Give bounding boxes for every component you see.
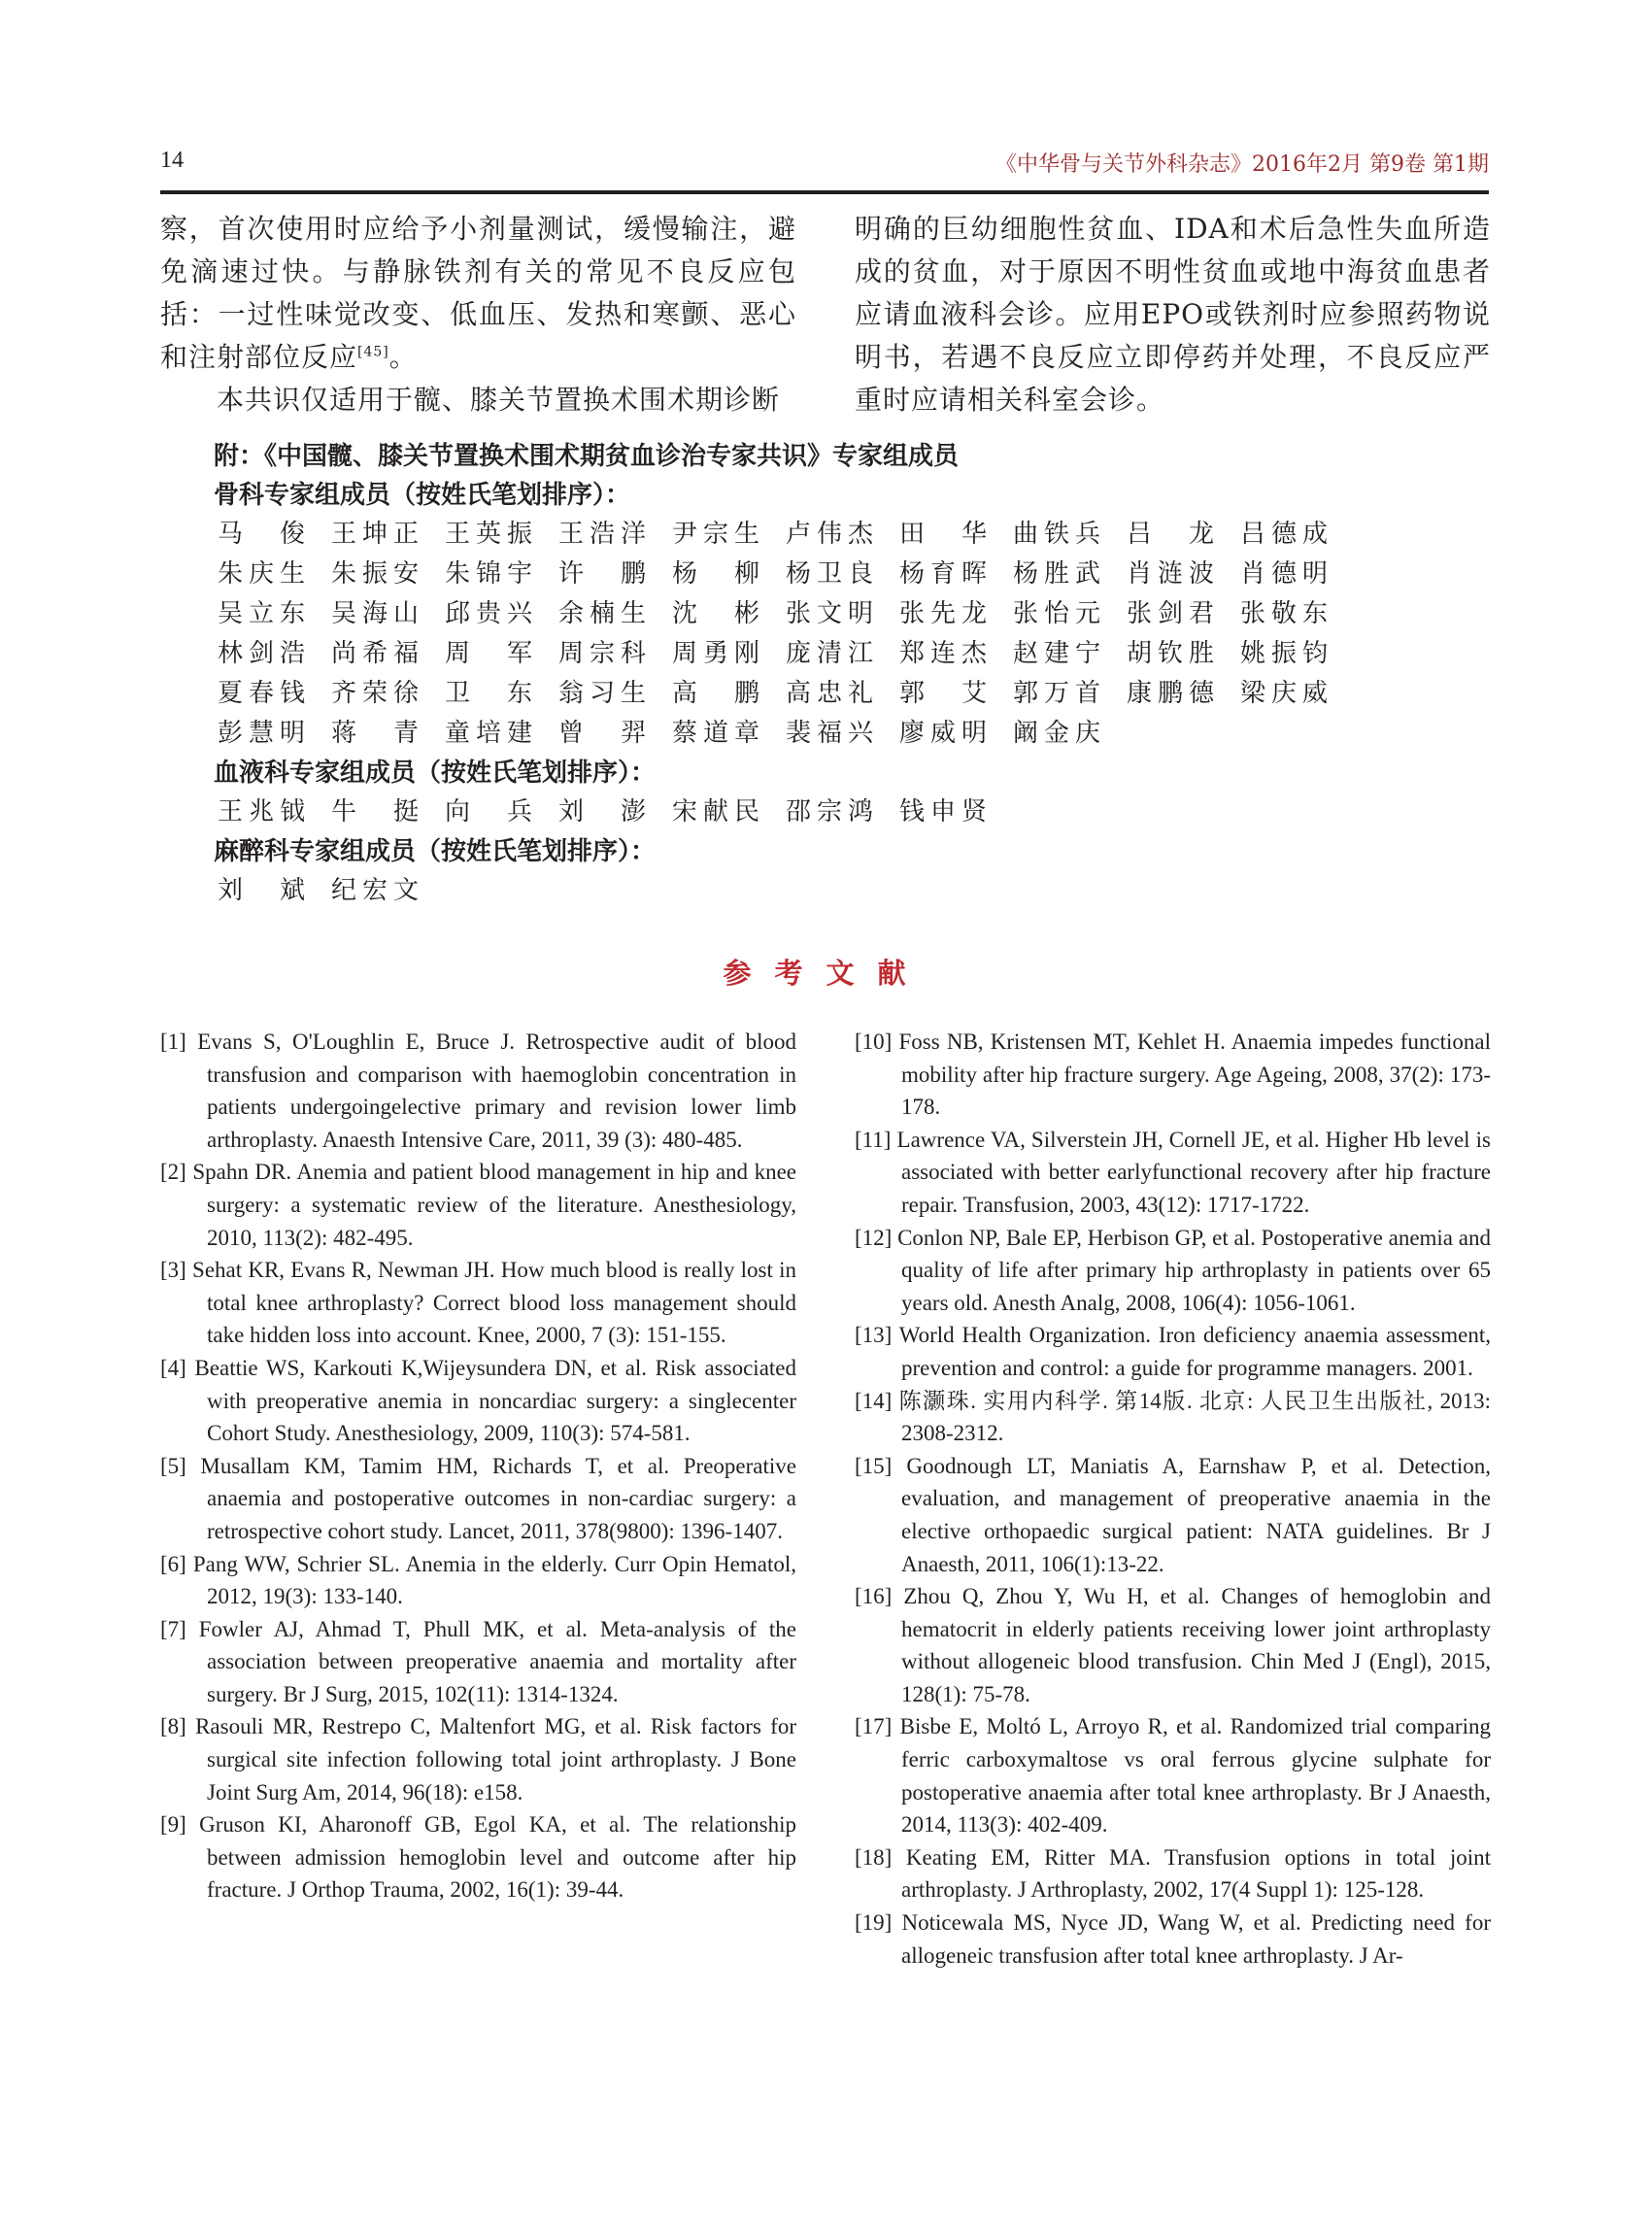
- paragraph: [160, 208, 796, 379]
- expert-name: 吴海山: [331, 599, 425, 628]
- expert-name: 杨胜武: [1013, 559, 1107, 589]
- expert-name: 刘 澎: [558, 797, 653, 826]
- expert-name: 尚希福: [331, 639, 425, 668]
- paragraph: 本共识仅适用于髋、膝关节置换术围术期诊断: [217, 384, 781, 416]
- expert-name: 卢伟杰: [786, 520, 880, 549]
- reference-item: [8] Rasouli MR, Restrepo C, Maltenfort MG, et al. Risk factors for surgical site infection following total joint arthroplasty. J Bone Joint Surg Am, 2014, 96(18): e158.: [160, 1714, 796, 1804]
- citation: [45]: [357, 344, 389, 360]
- expert-name: 齐荣徐: [331, 679, 425, 708]
- expert-name: 夏春钱: [218, 679, 312, 708]
- anes-heading: 麻醉科专家组成员（按姓氏笔划排序）：: [214, 837, 657, 866]
- expert-name: 王英振: [445, 520, 539, 549]
- expert-name: 张剑君: [1127, 599, 1221, 628]
- expert-name: 庞清江: [786, 639, 880, 668]
- reference-item: [7] Fowler AJ, Ahmad T, Phull MK, et al. Meta-analysis of the association between preoperative anaemia and mortality after surgery. Br J Surg, 2015, 102(11): 1314-1324.: [160, 1616, 796, 1706]
- reference-item: [13] World Health Organization. Iron deficiency anaemia assessment, prevention and control: a guide for programme managers. 2001.: [855, 1323, 1491, 1380]
- expert-name: 张先龙: [899, 599, 994, 628]
- expert-name: 裴福兴: [786, 719, 880, 748]
- ortho-names: [218, 515, 1354, 754]
- expert-name: 张文明: [786, 599, 880, 628]
- journal-header: 《中华骨与关节外科杂志》2016年2月 第9卷 第1期: [995, 152, 1489, 177]
- expert-name: 纪宏文: [331, 876, 425, 905]
- body-left-column: [160, 208, 796, 422]
- reference-item: [3] Sehat KR, Evans R, Newman JH. How much blood is really lost in total knee arthroplasty? Correct blood loss management should take hidden loss into account. Knee, 2000, 7 (3): 151-155.: [160, 1258, 796, 1348]
- expert-name: 朱振安: [331, 559, 425, 589]
- expert-name: 高 鹏: [672, 679, 766, 708]
- expert-name: 吴立东: [218, 599, 312, 628]
- reference-item: [17] Bisbe E, Moltó L, Arroyo R, et al. Randomized trial comparing ferric carboxymaltose vs oral ferrous glycine sulphate for postoperative anaemia after total knee arthroplasty. Br J Anaesth, 2014, 113(3): 402-409.: [855, 1714, 1491, 1838]
- reference-item: [16] Zhou Q, Zhou Y, Wu H, et al. Changes of hemoglobin and hematocrit in elderly patients receiving lower joint arthroplasty without allogeneic blood transfusion. Chin Med J (Engl), 2015, 128(1): 75-78.: [855, 1584, 1491, 1706]
- expert-name: 童培建: [445, 719, 539, 748]
- expert-name: 钱申贤: [899, 797, 994, 826]
- reference-item: [19] Noticewala MS, Nyce JD, Wang W, et al. Predicting need for allogeneic transfusion after total knee arthroplasty. J Ar-: [855, 1910, 1491, 1968]
- expert-name: 朱庆生: [218, 559, 312, 589]
- expert-name: 张敬东: [1240, 599, 1334, 628]
- expert-name: 朱锦宇: [445, 559, 539, 589]
- expert-name: 肖涟波: [1127, 559, 1221, 589]
- expert-name: 康鹏德: [1127, 679, 1221, 708]
- hema-heading: 血液科专家组成员（按姓氏笔划排序）：: [214, 759, 657, 788]
- references-right: [855, 1026, 1491, 1972]
- expert-name: 周 军: [445, 639, 539, 668]
- expert-name: 翁习生: [558, 679, 653, 708]
- expert-name: 田 华: [899, 520, 994, 549]
- expert-name: 许 鹏: [558, 559, 653, 589]
- reference-item: [11] Lawrence VA, Silverstein JH, Cornell JE, et al. Higher Hb level is associated with better earlyfunctional recovery after hip fracture repair. Transfusion, 2003, 43(12): 1717-1722.: [855, 1127, 1491, 1217]
- reference-item: [2] Spahn DR. Anemia and patient blood management in hip and knee surgery: a systematic review of the literature. Anesthesiology, 2010, 113(2): 482-495.: [160, 1160, 796, 1250]
- expert-name: 郑连杰: [899, 639, 994, 668]
- paragraph: 明确的巨幼细胞性贫血、IDA和术后急性失血所造成的贫血，对于原因不明性贫血或地中海贫血患者应请血液科会诊。应用EPO或铁剂时应参照药物说明书，若遇不良反应立即停药并处理，不良反应严重时应请相关科室会诊。: [855, 213, 1491, 416]
- expert-name: 王浩洋: [558, 520, 653, 549]
- ortho-heading: 骨科专家组成员（按姓氏笔划排序）：: [214, 481, 631, 510]
- expert-name: 高忠礼: [786, 679, 880, 708]
- expert-name: 吕 龙: [1127, 520, 1221, 549]
- expert-name: 吕德成: [1240, 520, 1334, 549]
- anes-names: [218, 871, 1354, 911]
- expert-name: 曾 羿: [558, 719, 653, 748]
- expert-name: 郭 艾: [899, 679, 994, 708]
- expert-name: 梁庆威: [1240, 679, 1334, 708]
- reference-item: [14] 陈灏珠. 实用内科学. 第14版. 北京: 人民卫生出版社, 2013: 2308-2312.: [855, 1388, 1491, 1446]
- expert-name: 周宗科: [558, 639, 653, 668]
- hema-names: [218, 793, 1354, 832]
- reference-item: [18] Keating EM, Ritter MA. Transfusion options in total joint arthroplasty. J Arthroplasty, 2002, 17(4 Suppl 1): 125-128.: [855, 1844, 1491, 1903]
- expert-name: 周勇刚: [672, 639, 766, 668]
- expert-name: 肖德明: [1240, 559, 1334, 589]
- expert-name: 尹宗生: [672, 520, 766, 549]
- expert-name: 邵宗鸿: [786, 797, 880, 826]
- expert-name: 姚振钧: [1240, 639, 1334, 668]
- references-title: 参考文献: [723, 957, 929, 990]
- appendix: [214, 437, 1354, 911]
- reference-item: [12] Conlon NP, Bale EP, Herbison GP, et al. Postoperative anemia and quality of life after primary hip arthroplasty in patients over 65 years old. Anesth Analg, 2008, 106(4): 1056-1061.: [855, 1225, 1491, 1315]
- expert-name: 刘 斌: [218, 876, 312, 905]
- expert-name: 蔡道章: [672, 719, 766, 748]
- reference-item: [15] Goodnough LT, Maniatis A, Earnshaw P, et al. Detection, evaluation, and management of preoperative anaemia in the elective orthopaedic surgical patient: NATA guidelines. Br J Anaesth, 2011, 106(1):13-22.: [855, 1453, 1491, 1576]
- expert-name: 蒋 青: [331, 719, 425, 748]
- expert-name: 郭万首: [1013, 679, 1107, 708]
- expert-name: 彭慧明: [218, 719, 312, 748]
- expert-name: 胡钦胜: [1127, 639, 1221, 668]
- punctuation: 。: [388, 341, 418, 373]
- expert-name: 杨 柳: [672, 559, 766, 589]
- references-left: [160, 1026, 796, 1906]
- expert-name: 林剑浩: [218, 639, 312, 668]
- expert-name: 杨卫良: [786, 559, 880, 589]
- paragraph-text: 察，首次使用时应给予小剂量测试，缓慢输注，避免滴速过快。与静脉铁剂有关的常见不良反应包括：一过性味觉改变、低血压、发热和寒颤、恶心和注射部位反应: [160, 213, 796, 373]
- expert-name: 王坤正: [331, 520, 425, 549]
- reference-item: [5] Musallam KM, Tamim HM, Richards T, et al. Preoperative anaemia and postoperative outcomes in non-cardiac surgery: a retrospective cohort study. Lancet, 2011, 378(9800): 1396-1407.: [160, 1453, 796, 1543]
- reference-item: [10] Foss NB, Kristensen MT, Kehlet H. Anaemia impedes functional mobility after hip fracture surgery. Age Ageing, 2008, 37(2): 173-178.: [855, 1029, 1491, 1120]
- expert-name: 卫 东: [445, 679, 539, 708]
- expert-name: 张怡元: [1013, 599, 1107, 628]
- expert-name: 王兆钺: [218, 797, 312, 826]
- page-number: 14: [160, 148, 184, 173]
- body-right-column: [855, 208, 1491, 422]
- expert-name: 邱贵兴: [445, 599, 539, 628]
- expert-name: 杨育晖: [899, 559, 994, 589]
- reference-item: [6] Pang WW, Schrier SL. Anemia in the elderly. Curr Opin Hematol, 2012, 19(3): 133-140.: [160, 1551, 796, 1609]
- header-rule: [160, 190, 1489, 194]
- expert-name: 宋献民: [672, 797, 766, 826]
- expert-name: 廖威明: [899, 719, 994, 748]
- expert-name: 沈 彬: [672, 599, 766, 628]
- expert-name: 赵建宁: [1013, 639, 1107, 668]
- expert-name: 牛 挺: [331, 797, 425, 826]
- appendix-title: 附：《中国髋、膝关节置换术围术期贫血诊治专家共识》专家组成员: [214, 442, 960, 471]
- reference-item: [4] Beattie WS, Karkouti K,Wijeysundera DN, et al. Risk associated with preoperative anemia in noncardiac surgery: a singlecenter Cohort Study. Anesthesiology, 2009, 110(3): 574-581.: [160, 1355, 796, 1446]
- expert-name: 曲铁兵: [1013, 520, 1107, 549]
- reference-item: [9] Gruson KI, Aharonoff GB, Egol KA, et al. The relationship between admission hemoglobin level and outcome after hip fracture. J Orthop Trauma, 2002, 16(1): 39-44.: [160, 1812, 796, 1903]
- expert-name: 向 兵: [445, 797, 539, 826]
- reference-item: [1] Evans S, O'Loughlin E, Bruce J. Retrospective audit of blood transfusion and comparison with haemoglobin concentration in patients undergoingelective primary and revision lower limb arthroplasty. Anaesth Intensive Care, 2011, 39 (3): 480-485.: [160, 1029, 796, 1152]
- expert-name: 余楠生: [558, 599, 653, 628]
- expert-name: 马 俊: [218, 520, 312, 549]
- expert-name: 阚金庆: [1013, 719, 1107, 748]
